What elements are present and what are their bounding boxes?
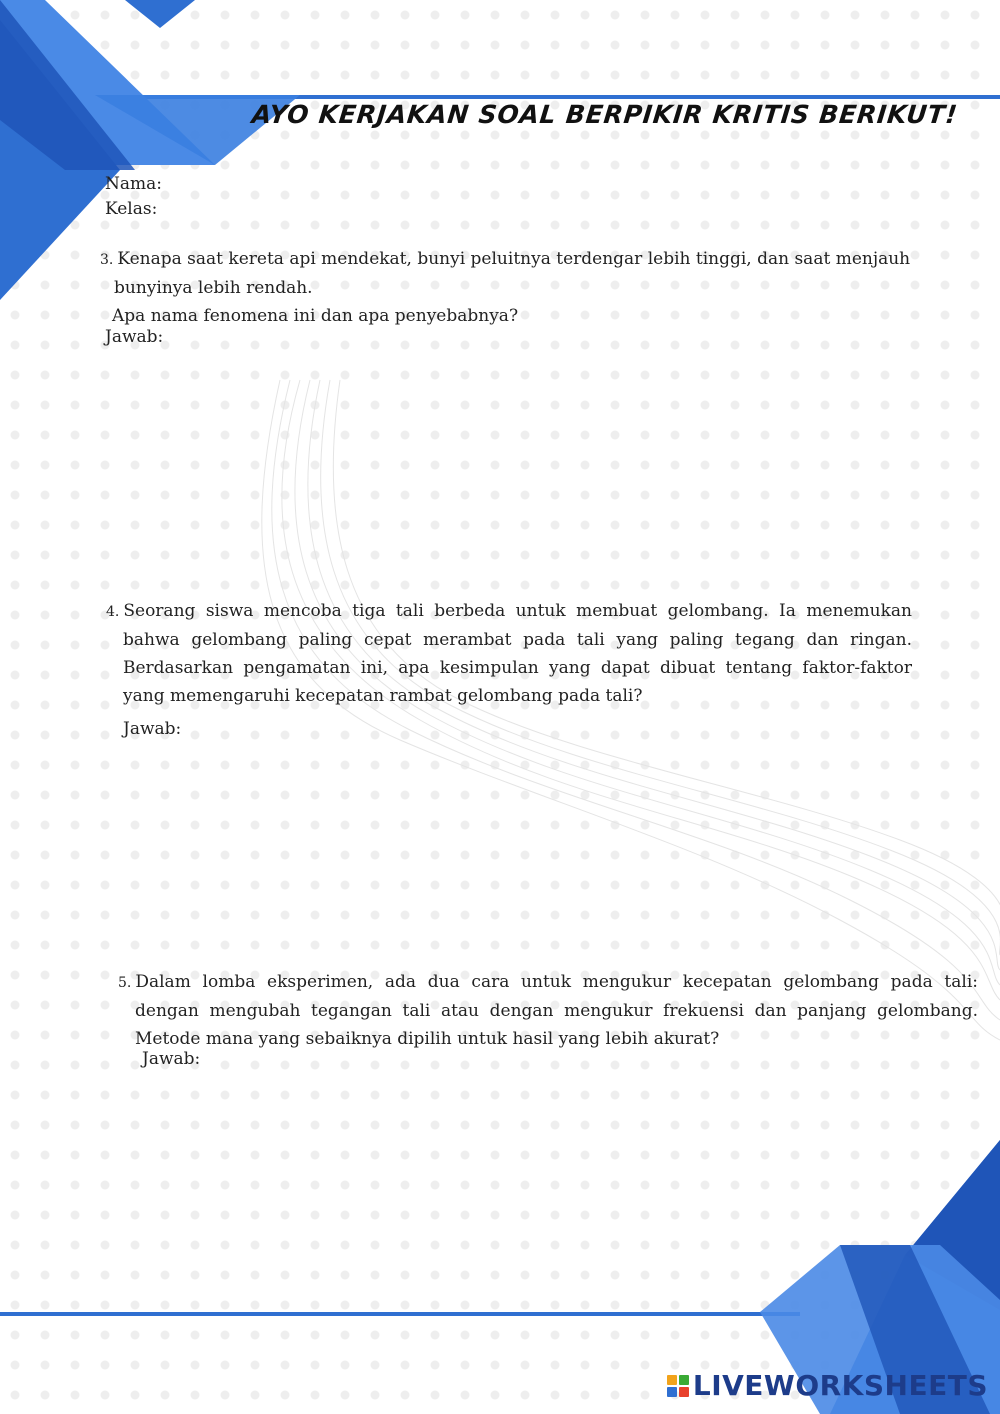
question-line: bahwa gelombang paling cepat merambat pada tali yang paling tegang dan ringan.: [123, 630, 912, 650]
name-field-label: Nama:: [105, 174, 162, 194]
question-line: yang memengaruhi kecepatan rambat gelombang pada tali?: [123, 686, 643, 706]
question-number: 5.: [118, 975, 132, 991]
question-5: [118, 968, 978, 1053]
logo-text: LIVEWORKSHEETS: [692, 1369, 988, 1402]
question-line: Metode mana yang sebaiknya dipilih untuk hasil yang lebih akurat?: [135, 1029, 720, 1049]
question-line: Dalam lomba eksperimen, ada dua cara untuk mengukur kecepatan gelombang pada tali:: [135, 972, 978, 992]
question-3: [100, 245, 940, 330]
question-line: bunyinya lebih rendah.: [114, 278, 313, 298]
page-title: AYO KERJAKAN SOAL BERPIKIR KRITIS BERIKUT!: [250, 100, 960, 129]
question-line: Berdasarkan pengamatan ini, apa kesimpulan yang dapat dibuat tentang faktor-faktor: [123, 658, 912, 678]
question-line: Seorang siswa mencoba tiga tali berbeda untuk membuat gelombang. Ia menemukan: [123, 601, 912, 621]
class-field-label: Kelas:: [105, 199, 158, 219]
question-number: 4.: [106, 604, 120, 620]
answer-label-4: Jawab:: [123, 719, 182, 739]
question-4: [106, 597, 912, 710]
question-line: Kenapa saat kereta api mendekat, bunyi peluitnya terdengar lebih tinggi, dan saat menjauh: [117, 249, 911, 269]
question-number: 3.: [100, 252, 114, 268]
question-line: dengan mengubah tegangan tali atau dengan mengukur frekuensi dan panjang gelombang.: [135, 1001, 978, 1021]
answer-label-5: Jawab:: [142, 1049, 201, 1069]
liveworksheets-logo-icon: [667, 1375, 689, 1397]
liveworksheets-logo[interactable]: [667, 1369, 988, 1402]
answer-label-3: Jawab:: [105, 327, 164, 347]
question-line: Apa nama fenomena ini dan apa penyebabnya?: [112, 306, 519, 326]
